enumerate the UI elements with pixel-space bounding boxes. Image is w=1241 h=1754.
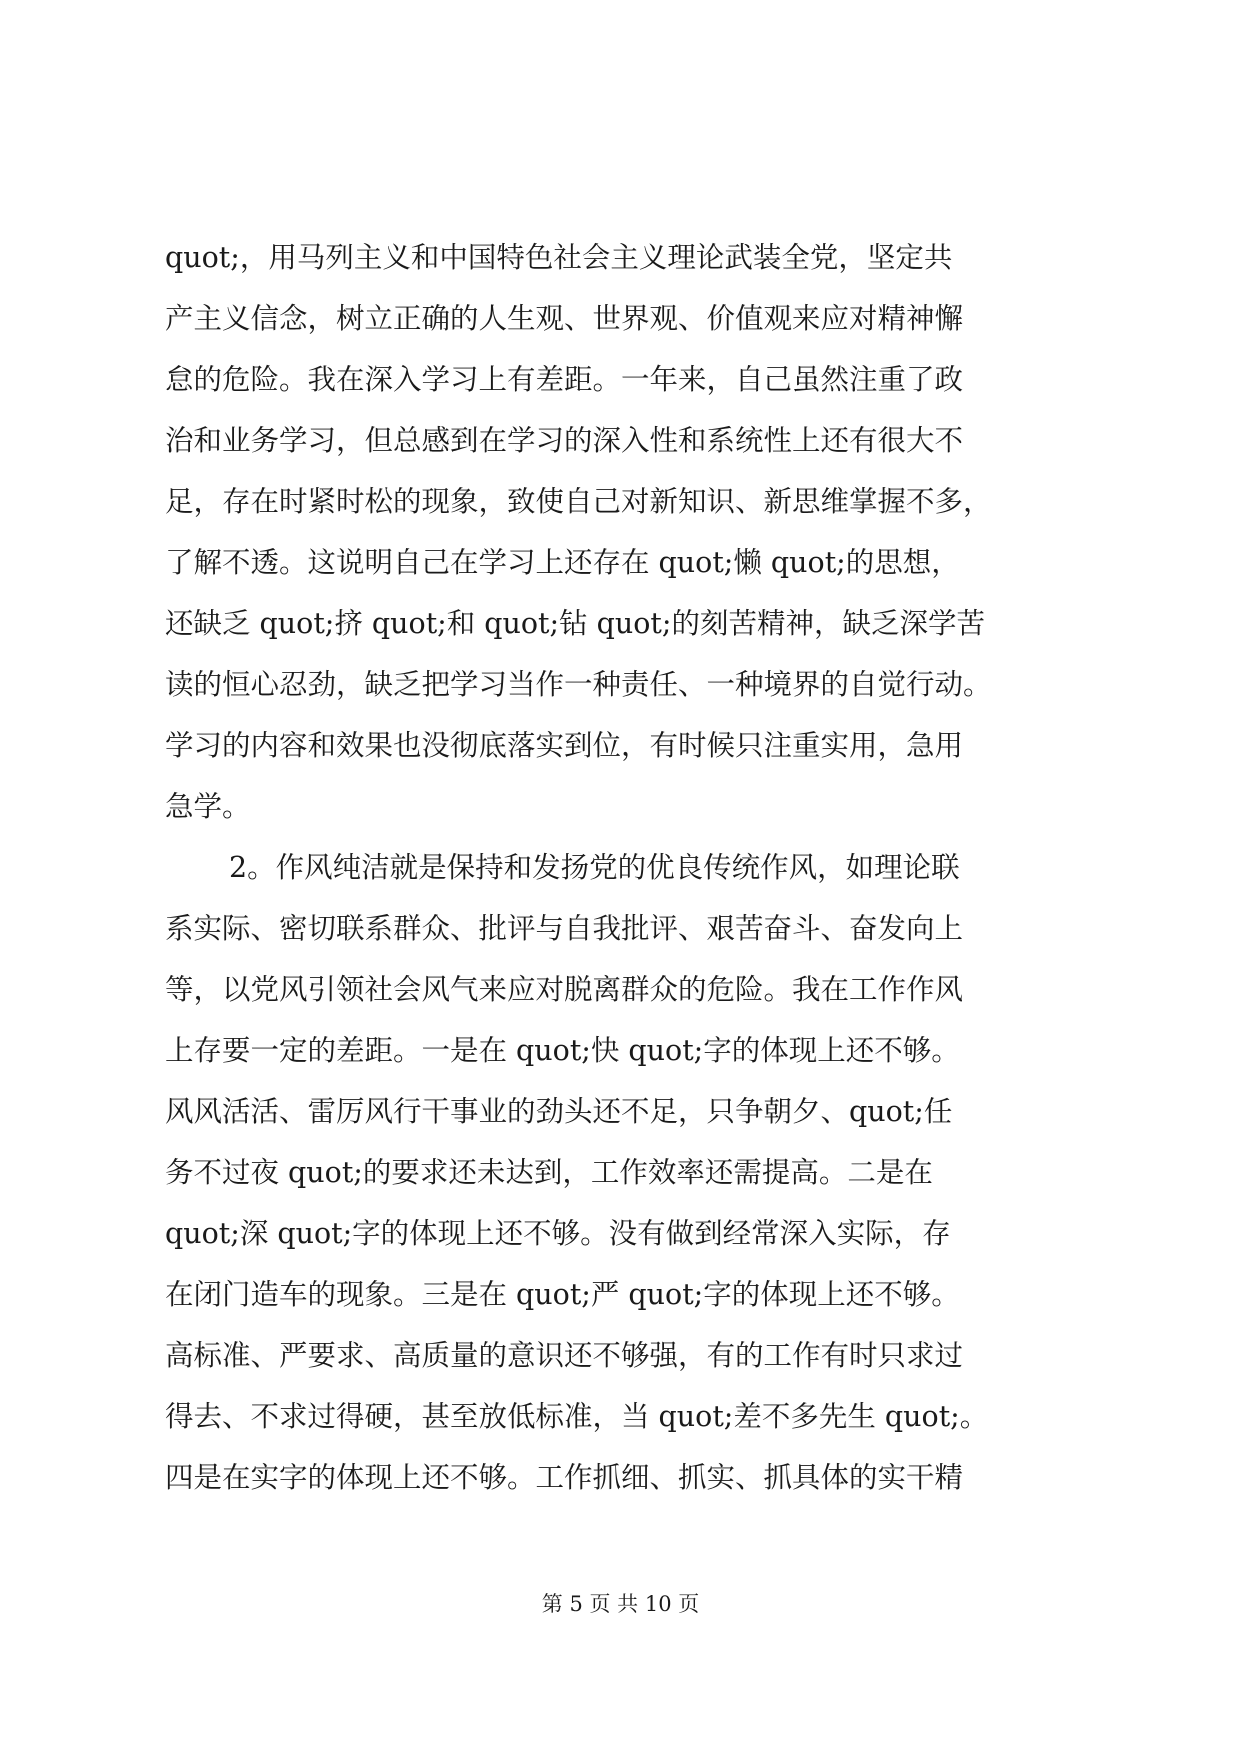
text-line: 系实际、密切联系群众、批评与自我批评、艰苦奋斗、奋发向上 (165, 912, 964, 945)
text-line: 产主义信念，树立正确的人生观、世界观、价值观来应对精神懈 (165, 302, 964, 335)
document-body (165, 227, 1085, 1508)
text-line: 足，存在时紧时松的现象，致使自己对新知识、新思维掌握不多， (165, 485, 992, 518)
text-line: 上存要一定的差距。一是在 quot;快 quot;字的体现上还不够。 (165, 1034, 960, 1067)
text-line: 等，以党风引领社会风气来应对脱离群众的危险。我在工作作风 (165, 973, 964, 1006)
text-line: 读的恒心忍劲，缺乏把学习当作一种责任、一种境界的自觉行动。 (165, 668, 992, 701)
text-line: 在闭门造车的现象。三是在 quot;严 quot;字的体现上还不够。 (165, 1278, 960, 1311)
text-line: 学习的内容和效果也没彻底落实到位，有时候只注重实用，急用 (165, 729, 964, 762)
text-line: 四是在实字的体现上还不够。工作抓细、抓实、抓具体的实干精 (165, 1461, 964, 1494)
text-line: quot;，用马列主义和中国特色社会主义理论武装全党，坚定共 (165, 241, 953, 274)
text-line: 急学。 (165, 790, 251, 823)
text-line: 风风活活、雷厉风行干事业的劲头还不足，只争朝夕、quot;任 (165, 1095, 953, 1128)
text-line: 务不过夜 quot;的要求还未达到，工作效率还需提高。二是在 (165, 1156, 933, 1189)
text-line: 了解不透。这说明自己在学习上还存在 quot;懒 quot;的思想， (165, 546, 960, 579)
text-line: 怠的危险。我在深入学习上有差距。一年来，自己虽然注重了政 (165, 363, 964, 396)
text-line: 得去、不求过得硬，甚至放低标准，当 quot;差不多先生 quot;。 (165, 1400, 989, 1433)
paragraph-start-line: 2。作风纯洁就是保持和发扬党的优良传统作风，如理论联 (229, 851, 960, 884)
text-line: quot;深 quot;字的体现上还不够。没有做到经常深入实际，存 (165, 1217, 951, 1250)
text-line: 治和业务学习，但总感到在学习的深入性和系统性上还有很大不 (165, 424, 964, 457)
page-number-footer: 第 5 页 共 10 页 (541, 1592, 700, 1616)
text-line: 还缺乏 quot;挤 quot;和 quot;钻 quot;的刻苦精神，缺乏深学苦 (165, 607, 985, 640)
text-line: 高标准、严要求、高质量的意识还不够强，有的工作有时只求过 (165, 1339, 964, 1372)
